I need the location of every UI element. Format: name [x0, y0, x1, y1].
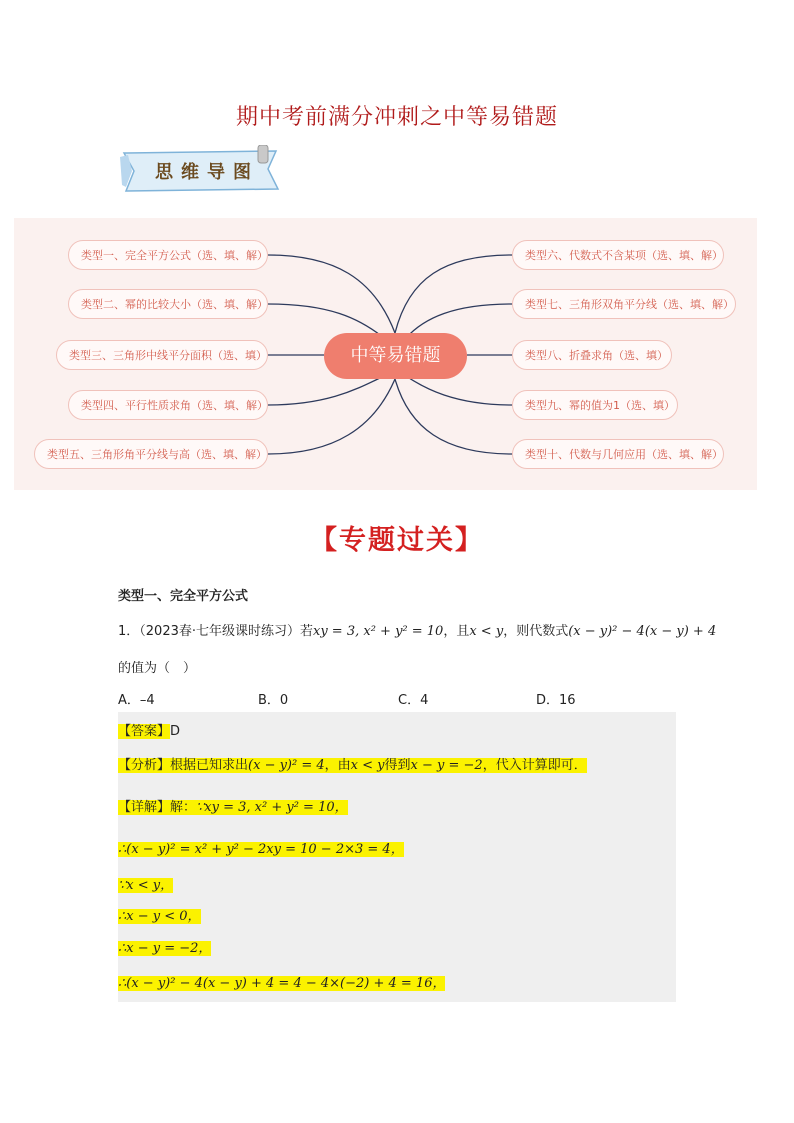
mind-map: [14, 218, 757, 490]
option-b: B．0: [258, 693, 289, 708]
mindmap-node-type7: 类型七、三角形双角平分线（选、填、解）: [512, 289, 736, 319]
mindmap-node-type6: 类型六、代数式不含某项（选、填、解）: [512, 240, 724, 270]
analysis-math-1: (x − y)² = 4: [248, 758, 325, 773]
mindmap-banner: [118, 145, 286, 197]
analysis-line: [118, 754, 587, 773]
detail-step-1: ∵xy = 3, x² + y² = 10，: [196, 800, 348, 815]
mindmap-node-type3: 类型三、三角形中线平分面积（选、填）: [56, 340, 268, 370]
question-inequality: x < y: [469, 624, 504, 639]
detail-label: 【详解】: [118, 800, 171, 815]
page-title: 期中考前满分冲刺之中等易错题: [235, 105, 558, 130]
analysis-math-3: x − y = −2: [410, 758, 483, 773]
analysis-math-2: x < y: [350, 758, 385, 773]
detail-step-4-line: [118, 905, 201, 924]
question-stem-continued: 的值为（ ）: [118, 661, 197, 676]
mindmap-center-node: 中等易错题: [324, 333, 467, 379]
detail-step-3: ∵x < y，: [118, 878, 174, 893]
analysis-text-d: ，代入计算即可．: [482, 758, 587, 773]
mindmap-node-type10: 类型十、代数与几何应用（选、填、解）: [512, 439, 724, 469]
mindmap-node-type2: 类型二、幂的比较大小（选、填、解）: [68, 289, 268, 319]
answer-label: 【答案】: [118, 724, 171, 739]
mindmap-node-type4: 类型四、平行性质求角（选、填、解）: [68, 390, 268, 420]
question-expression: (x − y)² − 4(x − y) + 4: [568, 624, 717, 639]
detail-step-5-line: [118, 937, 211, 956]
detail-step-6-line: [118, 972, 445, 991]
analysis-text-c: 得到: [384, 758, 411, 773]
detail-step-3-line: [118, 874, 173, 893]
detail-line: [118, 796, 348, 815]
mindmap-node-type5: 类型五、三角形角平分线与高（选、填、解）: [34, 439, 268, 469]
answer-value: D: [170, 724, 181, 739]
mindmap-node-type1: 类型一、完全平方公式（选、填、解）: [68, 240, 268, 270]
analysis-text-b: ，由: [324, 758, 351, 773]
answer-box: [118, 712, 676, 1002]
banner-label: 思维导图: [155, 162, 259, 183]
question-connector-2: ，则代数式: [503, 624, 569, 639]
mindmap-node-type9: 类型九、幂的值为1（选、填）: [512, 390, 678, 420]
section-heading: 【专题过关】: [310, 525, 484, 556]
option-c: C．4: [398, 693, 429, 708]
detail-step-2: ∴(x − y)² = x² + y² − 2xy = 10 − 2×3 = 4，: [118, 842, 404, 857]
question-source: （2023春·七年级课时练习）若: [139, 624, 313, 639]
question-connector: ，且: [443, 624, 470, 639]
question-condition: xy = 3, x² + y² = 10: [313, 624, 444, 639]
question-number: 1．: [118, 624, 140, 639]
detail-step-4: ∴x − y < 0，: [118, 909, 201, 924]
answer-line: [118, 720, 180, 739]
analysis-label: 【分析】: [118, 758, 171, 773]
option-a: A．–4: [118, 693, 155, 708]
detail-step-5: ∴x − y = −2，: [118, 941, 212, 956]
detail-step-6: ∴(x − y)² − 4(x − y) + 4 = 4 − 4×(−2) + 4 = 16，: [118, 976, 446, 991]
option-d: D．16: [536, 693, 576, 708]
analysis-text-a: 根据已知求出: [170, 758, 249, 773]
mindmap-node-type8: 类型八、折叠求角（选、填）: [512, 340, 672, 370]
type-title: 类型一、完全平方公式: [118, 589, 249, 604]
detail-intro: 解：: [170, 800, 197, 815]
question-stem: [118, 620, 716, 639]
detail-step-2-line: [118, 838, 404, 857]
